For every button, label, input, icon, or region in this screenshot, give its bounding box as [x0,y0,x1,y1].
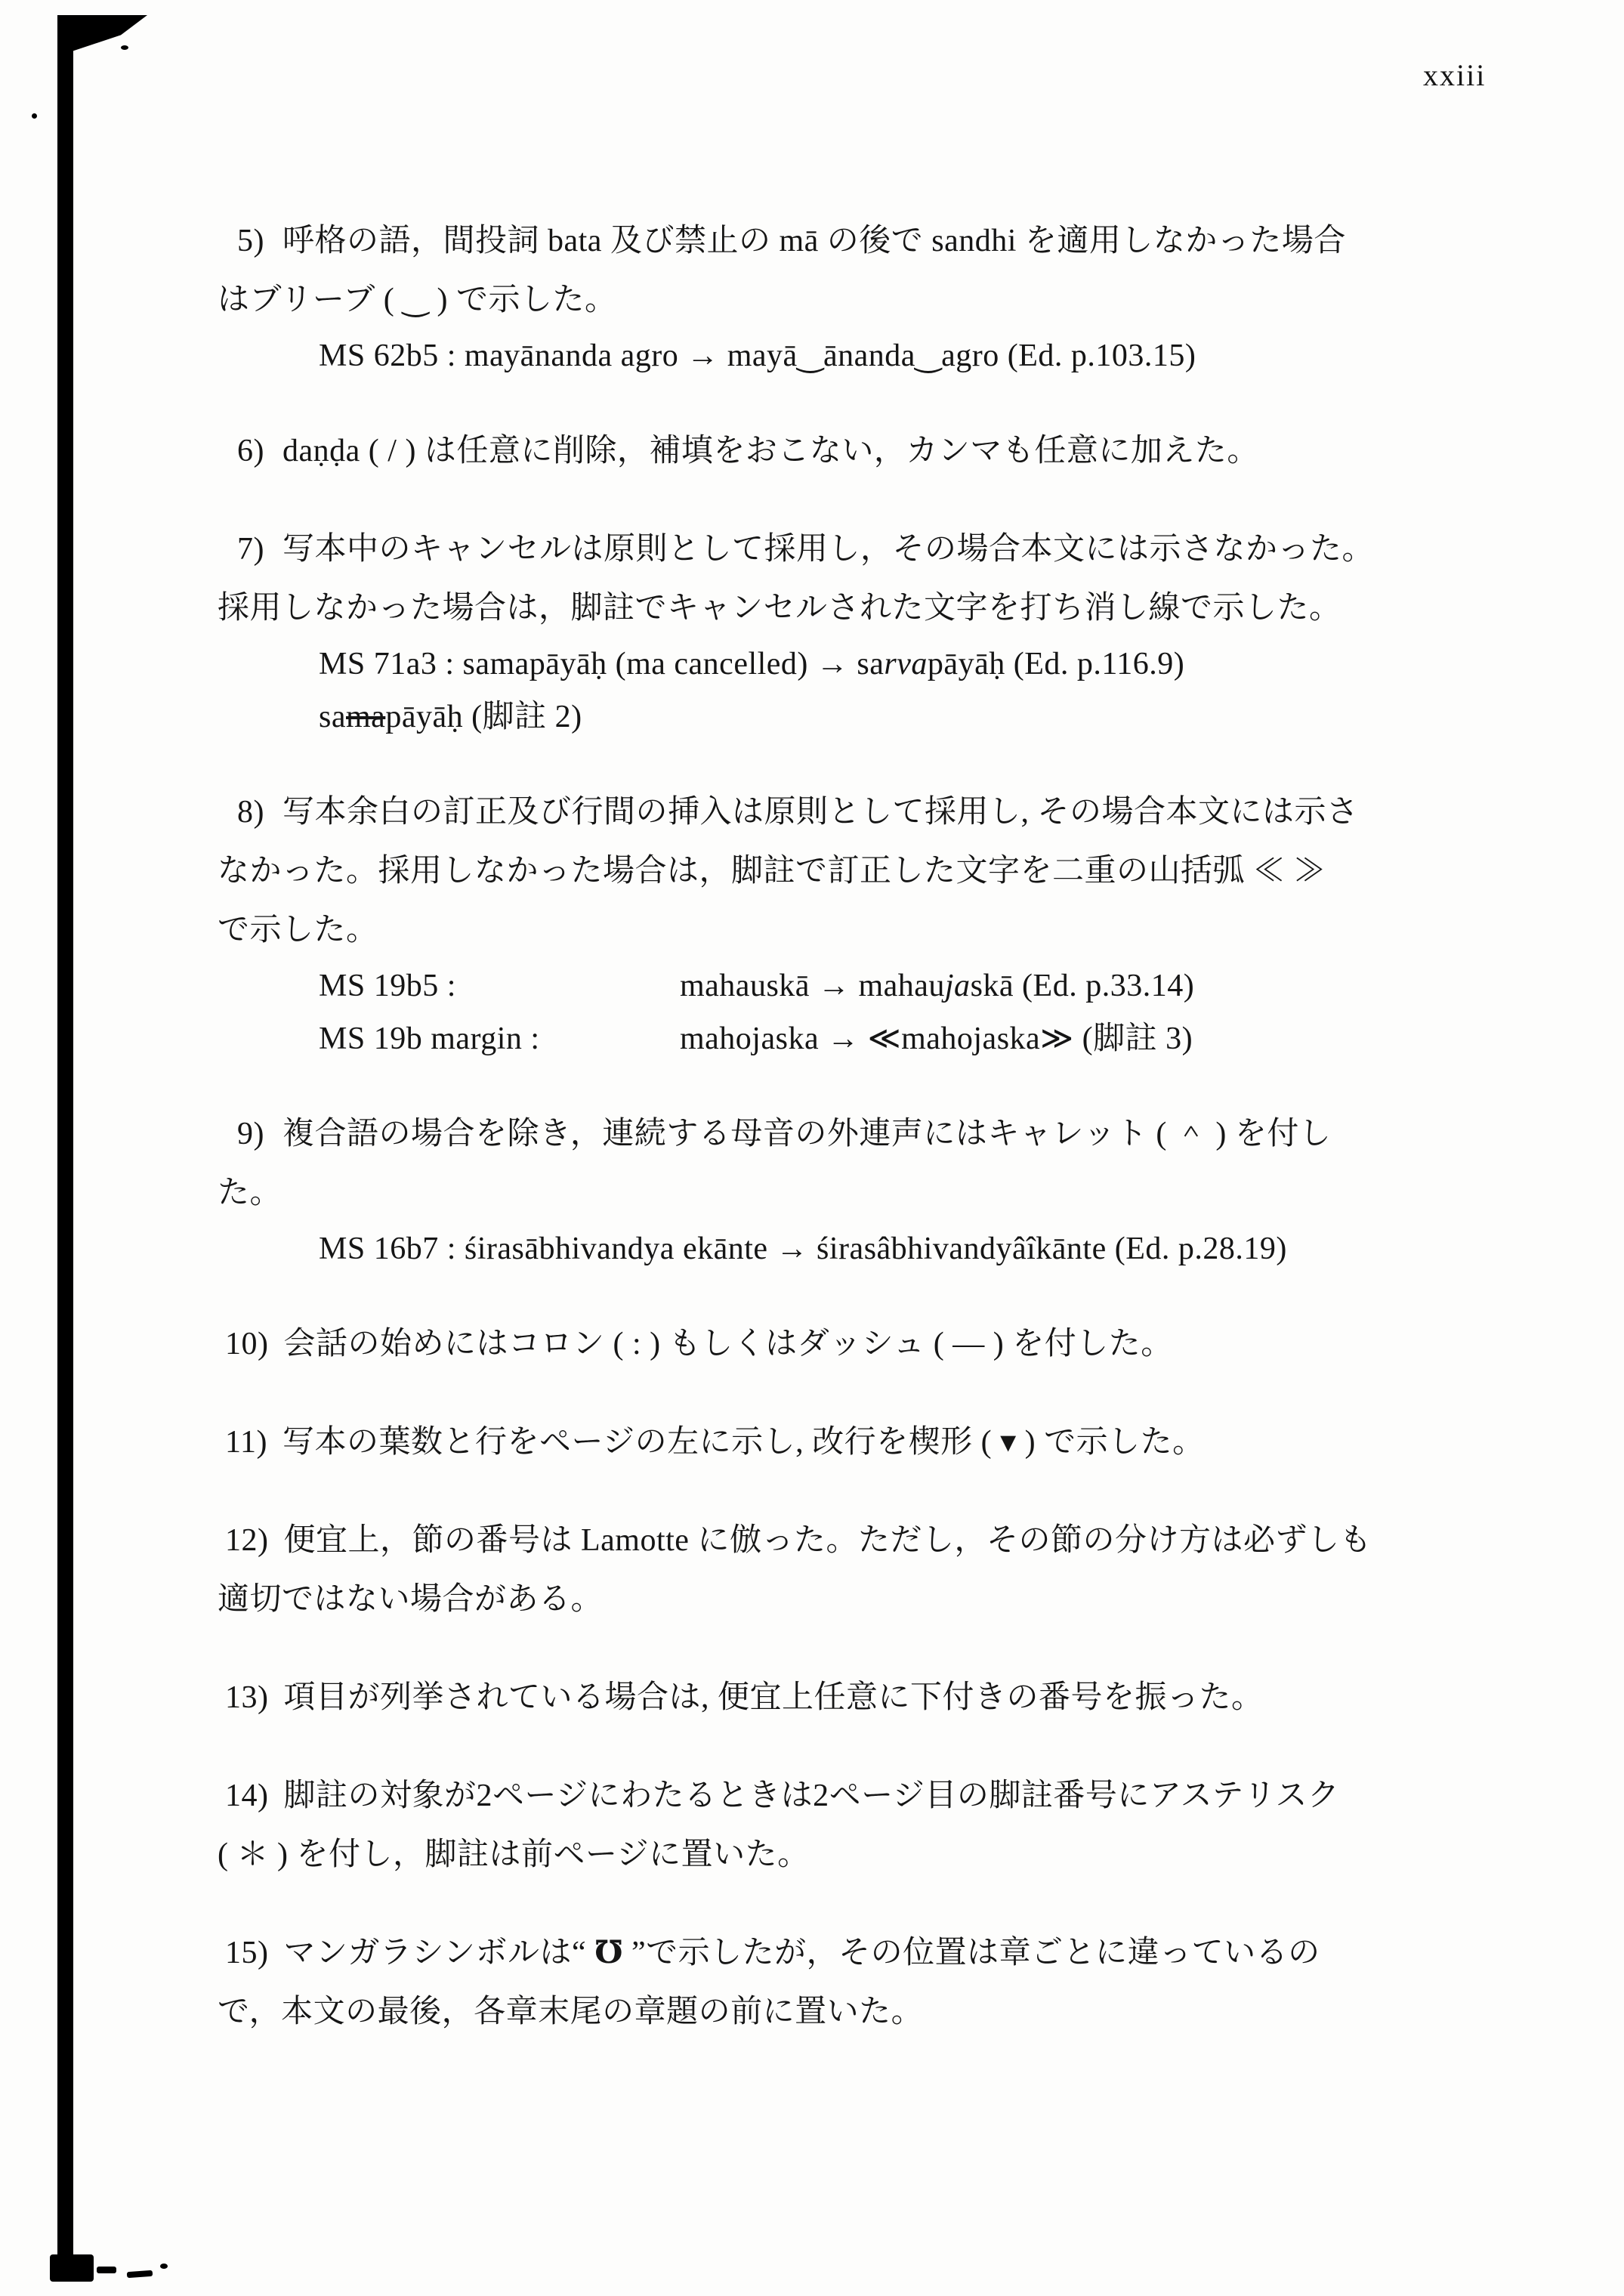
item-text-line: ( ＊ ) を付し，脚註は前ページに置いた。 [218,1837,810,1872]
example-label: MS 19b margin : [319,1021,540,1056]
item-text-line [218,1924,1553,1982]
mangala-symbol: ℧ [594,1936,623,1970]
item-text: 項目が列挙されている場合は, 便宜上任意に下付きの番号を振った。 [283,1680,1264,1715]
item-text-line: で示した。 [218,913,378,947]
scan-speck [97,2267,116,2273]
example-line: MS 71a3 : samapāyāḥ (ma cancelled) → sarvapāyāḥ (Ed. p.116.9) [319,647,1185,681]
item-text-line [218,422,1553,481]
list-item [218,212,1553,382]
item-text-line [218,1511,1553,1570]
scan-bottom-blob [50,2254,94,2282]
scan-speck [160,2264,168,2269]
example-line: MS 16b7 : śirasābhivandya ekānte → śirasâbhivandyâîkānte (Ed. p.28.19) [319,1231,1287,1266]
list-item [218,1766,1553,1884]
scan-binding-bar [57,15,73,2280]
item-text: マンガラシンボルは“ ℧ ”で示したが，その位置は章ごとに違っているの [283,1936,1320,1970]
list-item [218,1315,1553,1374]
item-text-line: なかった。採用しなかった場合は，脚註で訂正した文字を二重の山括弧 ≪ ≫ [218,854,1326,888]
item-text-line [218,520,1553,579]
item-text-line [218,1766,1553,1825]
example-line [319,1012,1553,1065]
item-text: daṇḍa ( / ) は任意に削除，補填をおこない，カンマも任意に加えた。 [283,434,1259,468]
item-text-line [218,1105,1553,1163]
item-number: 8) [237,795,264,830]
item-text: 写本の葉数と行をページの左に示し, 改行を楔形 ( ▾ ) で示した。 [282,1425,1205,1460]
item-text-line: 採用しなかった場合は，脚註でキャンセルされた文字を打ち消し線で示した。 [218,591,1341,626]
item-text-line: た。 [218,1176,283,1210]
example-line [319,959,1553,1012]
item-number: 14) [225,1778,269,1813]
list-item [218,422,1553,481]
page-number: xxiii [1423,58,1487,92]
item-text-line [218,1315,1553,1374]
item-number: 12) [225,1523,269,1558]
example-text: mahojaska → ≪mahojaska≫ (脚註 3) [680,1021,1193,1056]
item-number: 15) [225,1936,269,1970]
example-line: samapāyāḥ (脚註 2) [319,700,582,734]
list-item [218,520,1553,743]
item-text: 便宜上，節の番号は Lamotte に倣った。ただし，その節の分け方は必ずしも [283,1523,1372,1558]
scan-corner-wedge [72,15,147,51]
item-number: 9) [237,1117,264,1151]
scan-speck [127,2270,153,2278]
item-number: 10) [225,1327,269,1361]
scan-speck [32,113,37,119]
item-text-line [218,212,1553,270]
scan-speck [121,45,128,50]
item-number: 13) [225,1680,269,1715]
item-number: 7) [237,532,264,567]
example-line: MS 62b5 : mayānanda agro → mayā‿ānanda‿agro (Ed. p.103.15) [319,338,1196,373]
list-item [218,1924,1553,2041]
item-text: 写本中のキャンセルは原則として採用し，その場合本文には示さなかった。 [283,532,1375,567]
example-label: MS 19b5 : [319,969,456,1003]
item-text-line [218,1668,1553,1727]
list-item [218,1105,1553,1275]
list-item [218,1668,1553,1727]
item-text-line: で，本文の最後，各章末尾の章題の前に置いた。 [218,1995,924,2029]
item-text: 呼格の語，間投詞 bata 及び禁止の mā の後で sandhi を適用しなかった場合 [283,224,1346,258]
example-text: mahauskā → mahaujaskā (Ed. p.33.14) [680,969,1195,1003]
list-item [218,1511,1553,1629]
item-text-line [218,1413,1553,1472]
item-number: 11) [225,1425,267,1460]
item-text: 脚註の対象が2ページにわたるときは2ページ目の脚註番号にアステリスク [283,1778,1340,1813]
list-item [218,1413,1553,1472]
item-text-line: はブリーブ ( ‿ ) で示した。 [218,283,617,317]
item-text-line [218,783,1553,842]
conventions-list [218,212,1553,2081]
item-text: 写本余白の訂正及び行間の挿入は原則として採用し, その場合本文には示さ [283,795,1359,830]
list-item [218,783,1553,1065]
item-text: 複合語の場合を除き，連続する母音の外連声にはキャレット ( ＾ ) を付し [283,1117,1332,1151]
item-number: 5) [237,224,264,258]
item-number: 6) [237,434,264,468]
item-text: 会話の始めにはコロン ( : ) もしくはダッシュ ( — ) を付した。 [283,1327,1173,1361]
item-text-line: 適切ではない場合がある。 [218,1582,604,1617]
